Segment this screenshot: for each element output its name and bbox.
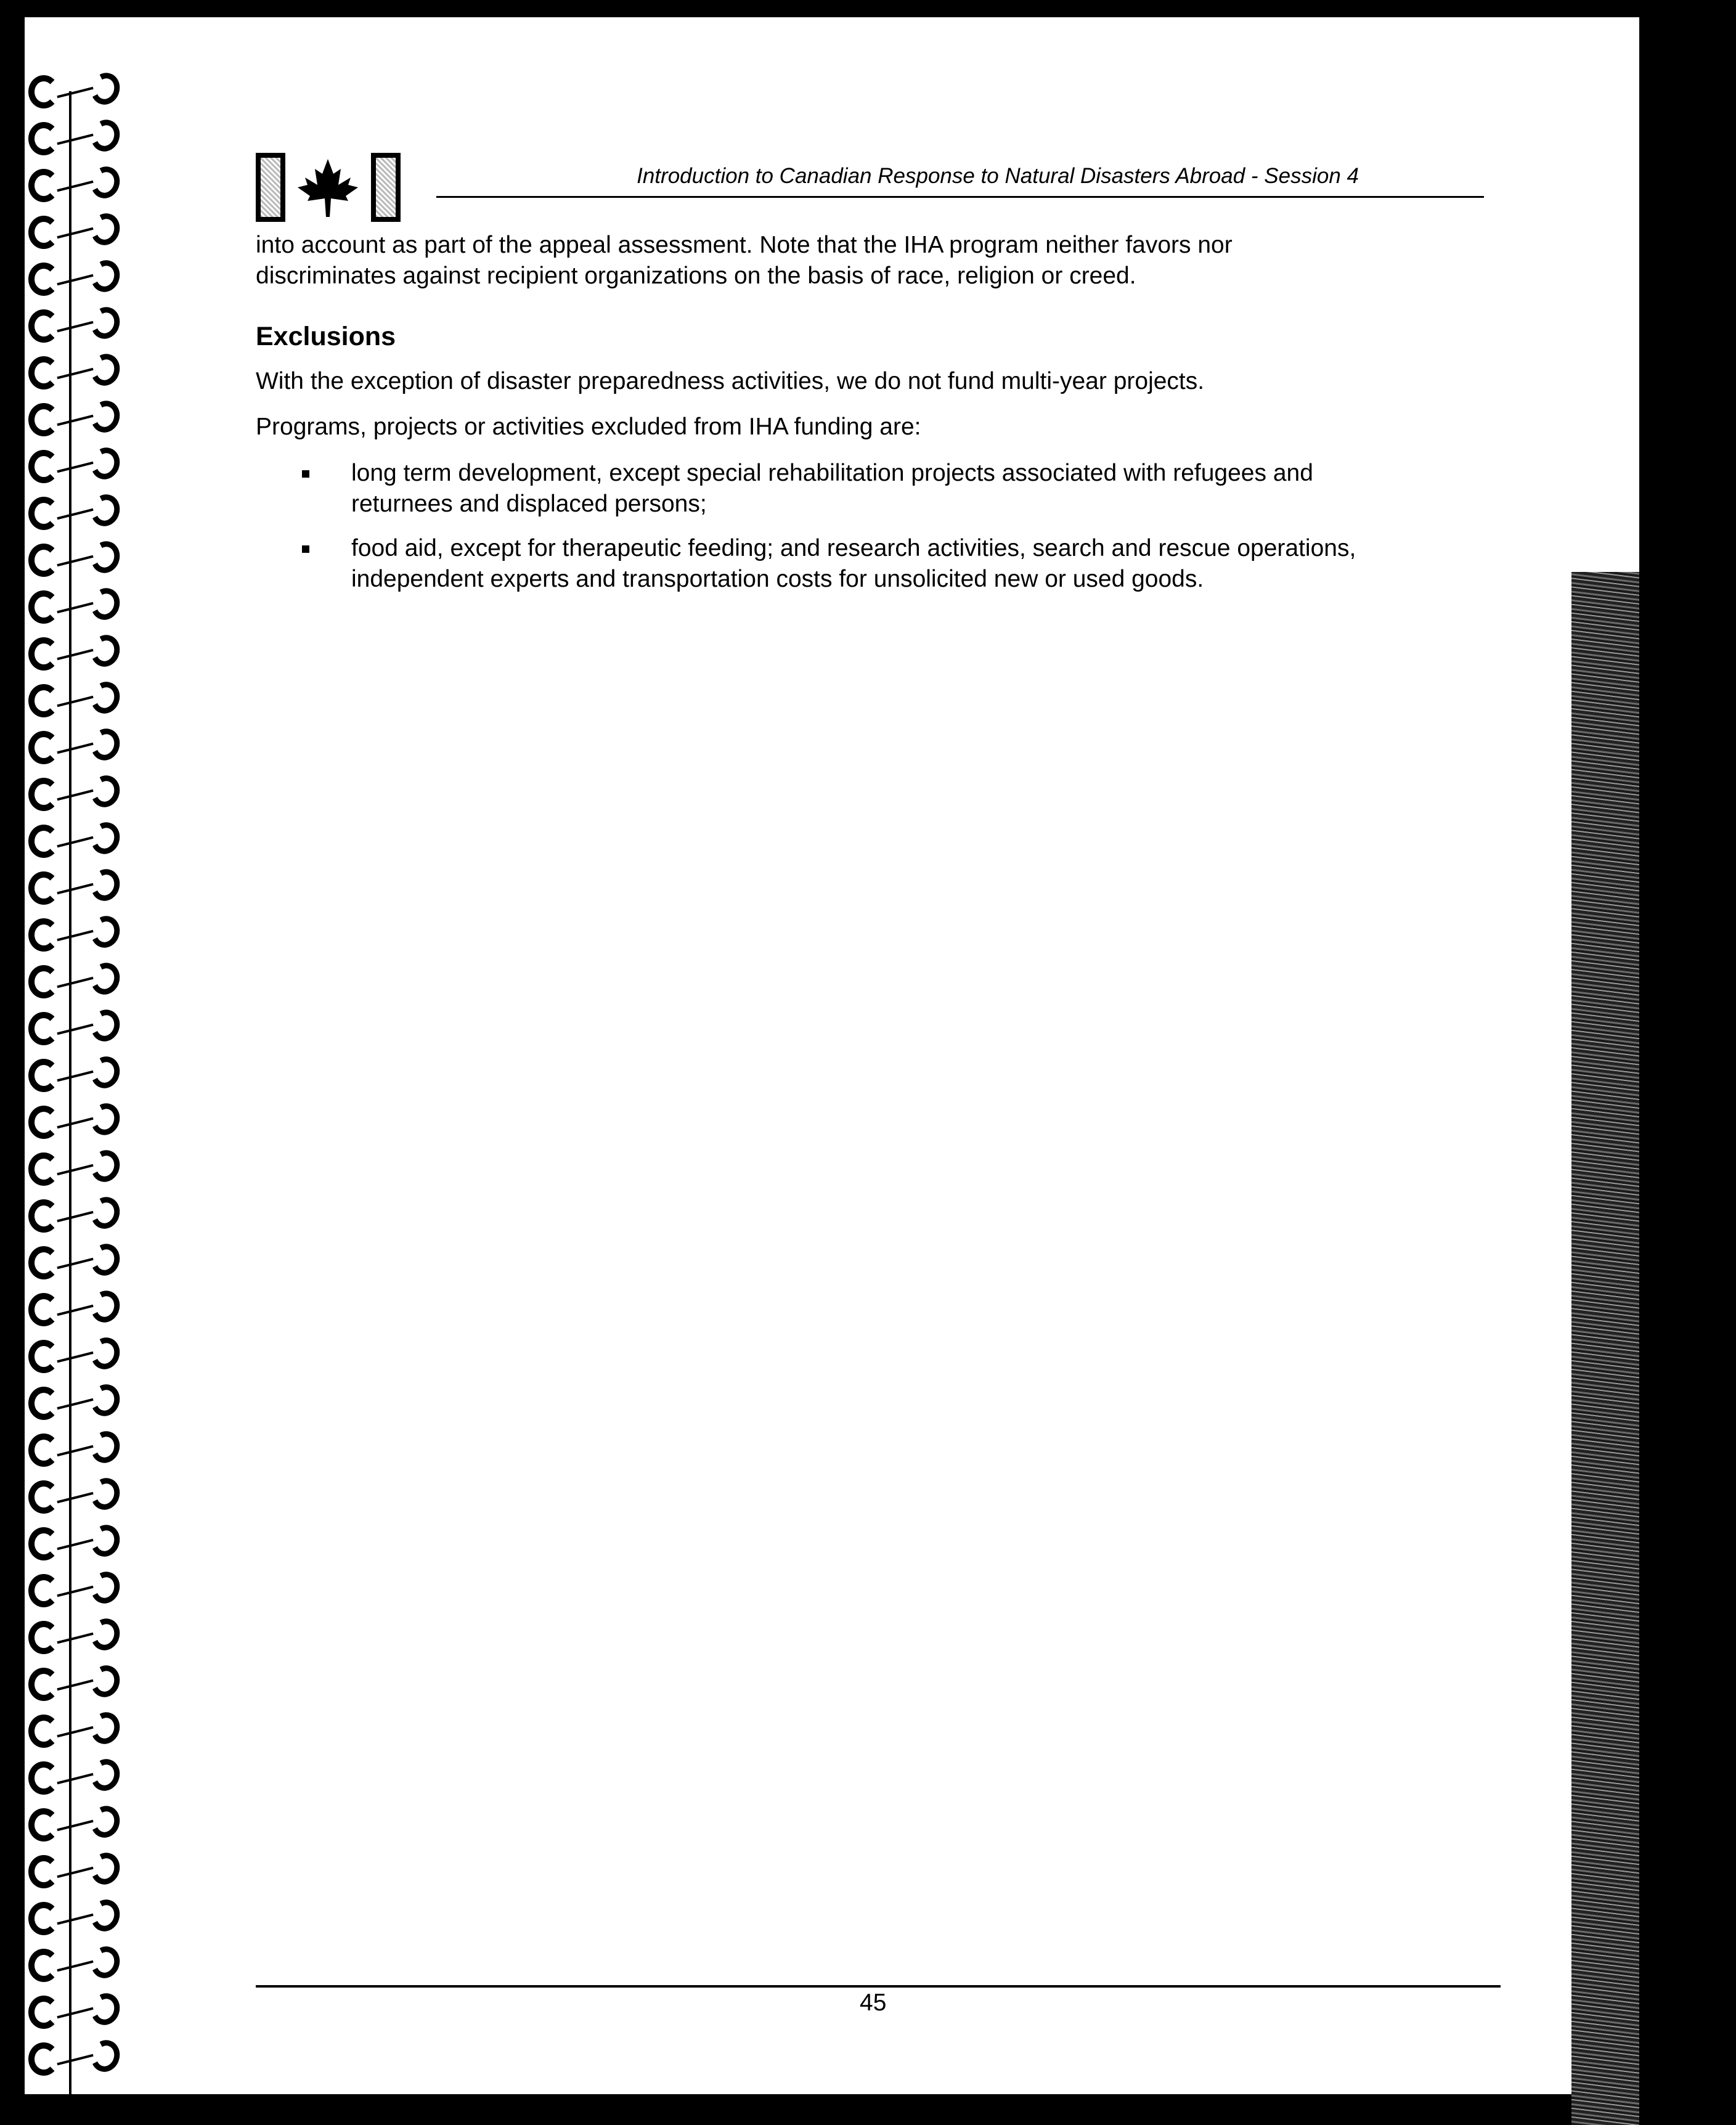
binding-coil [25,535,123,578]
flag-left-bar [256,153,285,222]
binding-coil [25,863,123,906]
binding-coil [25,1519,123,1562]
flag-right-bar [371,153,401,222]
binding-coil [25,488,123,531]
binding-coil [25,1378,123,1421]
bullet-icon [302,470,309,478]
binding-coil [25,1987,123,2030]
binding-coil [25,1238,123,1281]
intro-line: into account as part of the appeal assessment. Note that the IHA program neither favors nor [256,232,1233,258]
binding-coil [25,1893,123,1936]
document-page [25,17,1639,2094]
binding-coil [25,301,123,344]
binding-coil [25,113,123,157]
list-item-line: long term development, except special rehabilitation projects associated with refugees and [351,460,1313,486]
paragraph-text: Programs, projects or activities excluded from IHA funding are: [256,414,921,440]
binding-coil [25,582,123,625]
binding-coil [25,675,123,719]
binding-coil [25,910,123,953]
maple-leaf-icon [294,155,362,219]
binding-coil [25,1050,123,1093]
footer-rule [256,1985,1501,1988]
spiral-binding-icon [25,67,123,2100]
binding-coil [25,1706,123,1749]
binding-coil [25,1097,123,1140]
binding-coil [25,207,123,250]
binding-coil [25,1940,123,1983]
binding-coil [25,956,123,1000]
intro-line: discriminates against recipient organizations on the basis of race, religion or creed. [256,263,1136,289]
canada-flag-icon [256,153,401,222]
binding-coil [25,441,123,484]
list-item [302,458,1473,520]
exclusions-list [302,458,1473,595]
intro-paragraph [256,230,1457,292]
programs-paragraph [256,412,1457,443]
binding-coil [25,1659,123,1702]
binding-coil [25,67,123,110]
binding-coil [25,1003,123,1046]
section-heading: Exclusions [256,322,396,351]
list-item-line: returnees and displaced persons; [351,491,707,517]
paragraph-text: With the exception of disaster preparedness activities, we do not fund multi-year projects. [256,368,1205,394]
binding-coil [25,1472,123,1515]
binding-coil [25,1284,123,1328]
bullet-icon [302,545,309,553]
scan-edge-texture [1571,572,1639,2125]
binding-coil [25,348,123,391]
binding-coil [25,160,123,203]
binding-coil [25,816,123,859]
list-item [302,533,1473,595]
binding-coil [25,1753,123,1796]
page-number: 45 [860,1989,887,2016]
binding-coil [25,722,123,765]
list-item-line: food aid, except for therapeutic feeding; and research activities, search and rescue operations, [351,535,1356,561]
binding-coil [25,1846,123,1890]
list-item-line: independent experts and transportation costs for unsolicited new or used goods. [351,566,1204,592]
header-rule [436,196,1484,198]
binding-coil [25,394,123,438]
running-header-title: Introduction to Canadian Response to Natural Disasters Abroad - Session 4 [637,164,1359,188]
binding-coil [25,1800,123,1843]
binding-coil [25,1144,123,1187]
binding-coil [25,769,123,812]
binding-coil [25,1191,123,1234]
exclusions-paragraph [256,366,1457,397]
binding-coil [25,1331,123,1374]
binding-coil [25,1565,123,1609]
binding-spine [69,91,71,2100]
binding-coil [25,1612,123,1655]
binding-coil [25,2034,123,2077]
binding-coil [25,1425,123,1468]
binding-coil [25,254,123,297]
binding-coil [25,629,123,672]
